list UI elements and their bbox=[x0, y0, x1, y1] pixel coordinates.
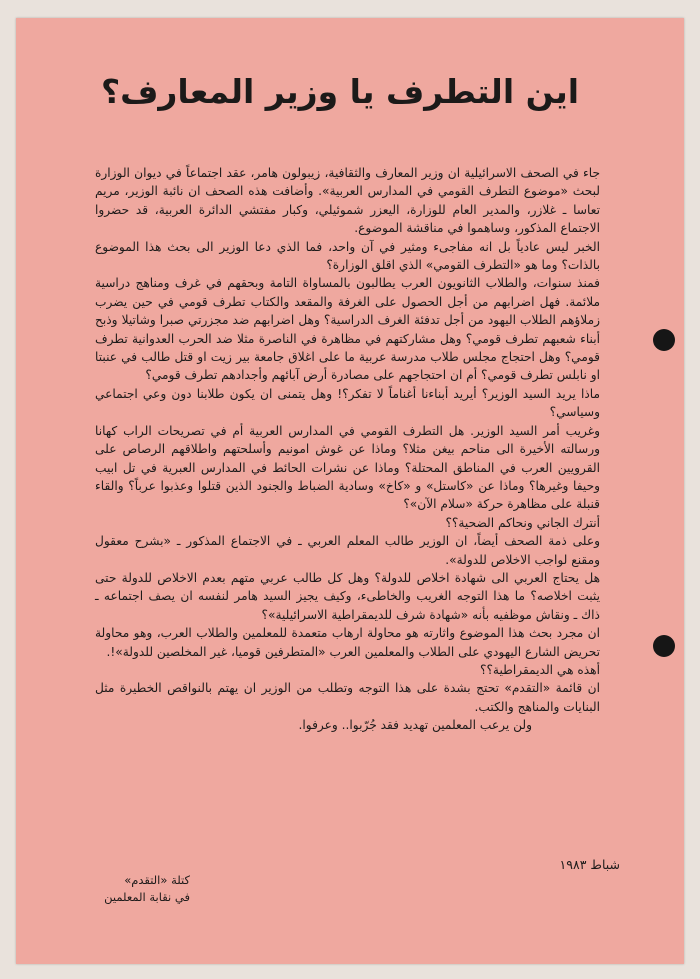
paragraph: ماذا يريد السيد الوزير؟ أيريد أبناءنا أغناماً لا تفكر؟! وهل يتمنى ان يكون طلابنا دون وعي اجتماعي وسياسي؟ bbox=[95, 386, 600, 420]
paragraph: ان قائمة «التقدم» تحتج بشدة على هذا التوجه وتطلب من الوزير ان يهتم بالنواقص الخطيرة مثل البنايات والمناهج والكتب. bbox=[95, 681, 600, 714]
paragraph: أنترك الجاني ونحاكم الضحية؟؟ bbox=[445, 515, 600, 530]
paragraph: هل يحتاج العربي الى شهادة اخلاص للدولة؟ وهل كل طالب عربي متهم بعدم الاخلاص للدولة حتى يثبت اخلاصه؟ ما هذا التوجه الغريب والخاطىء، وكيف يجيز السيد هامر لنفسه ان يصف اجتماعه ـ ذاك ـ ونقاش موظفيه بأنه «شهادة شرف للديمقراطية الاسرائيلية»؟ bbox=[95, 570, 600, 622]
signature-line: في نقابة المعلمين bbox=[104, 890, 190, 904]
paragraph: الخبر ليس عادياً بل انه مفاجىء ومثير في آن واحد، فما الذي دعا الوزير الى بحث هذا الموضوع بالذات؟ وما هو «التطرف القومي» الذي اقلق الوزارة؟ bbox=[95, 239, 600, 273]
paragraph: ان مجرد بحث هذا الموضوع واثارته هو محاولة ارهاب متعمدة للمعلمين والطلاب العرب، وهو محاولة تحريض الشارع اليهودي على الطلاب والمعلمين العرب «المتطرفين قوميا، غير المخلصين للدولة»!. bbox=[95, 626, 600, 659]
paragraph: وغريب أمر السيد الوزير. هل التطرف القومي في المدارس العربية أم في تصريحات الراب كهانا ورسالته الأخيرة الى مناحم بيغن مثلا؟ وماذا عن غوش امونيم وأسلحتهم واطلاقهم الرصاص على القرويين العرب في المناطق المحتلة؟ وماذا عن نشرات الحائط في المدارس العبرية في تل ابيب وحيفا وغيرها؟ وماذا عن «كاستل» و «كاخ» وسادية الضباط والجنود الذين قتلوا وعذبوا عرباً؟ والقاء قنبلة على مظاهرة حركة «سلام الآن»؟ bbox=[95, 423, 600, 512]
paragraph: جاء في الصحف الاسرائيلية ان وزير المعارف والثقافية، زيبولون هامر، عقد اجتماعاً في ديوان الوزارة لبحث «موضوع التطرف القومي في المدارس العربية». وأضافت هذه الصحف ان نائبة الوزير، مريم تعاسا ـ غلازر، والمدير العام للوزارة، اليعزر شموئيلي، وكبار مفتشي الدائرة العربية، قد حضروا الاجتماع المذكور، وساهموا في مناقشة الموضوع. bbox=[95, 166, 600, 236]
signature-line: كتلة «التقدم» bbox=[124, 873, 190, 887]
paragraph: وعلى ذمة الصحف أيضاً، ان الوزير طالب المعلم العربي ـ في الاجتماع المذكور ـ «بشرح معقول ومقنع لواجب الاخلاص للدولة». bbox=[95, 534, 600, 567]
paragraph: أهذه هي الديمقراطية؟؟ bbox=[480, 662, 600, 677]
paragraph: فمنذ سنوات، والطلاب الثانويون العرب يطالبون بالمساواة التامة وبحقهم في غرف ومناهج دراسية ملائمة. فهل اضرابهم من أجل الحصول على الغرفة والمقعد والكتاب تطرف قومي في حين يضرب زملاؤهم الطلاب اليهود من أجل تدفئة الغرف الدراسية؟ وهل اضرابهم ضد مجزرتي صبرا وشاتيلا وذبح أبناء شعبهم تطرف قومي؟ وهل مشاركتهم في مظاهرة في الناصرة مثلا ضد الحرب العدوانية تطرف قومي؟ وهل احتجاج مجلس طلاب مدرسة عربية ما على اغلاق جامعة بير زيت او قتل طالب في عنبتا او نابلس تطرف قومي؟ أم ان احتجاجهم على مصادرة أرض آبائهم وأجدادهم تطرف قومي؟ bbox=[95, 276, 600, 383]
signature-block bbox=[70, 872, 190, 906]
punch-hole bbox=[653, 329, 675, 351]
punch-hole bbox=[653, 635, 675, 657]
document-date: شباط ١٩٨٣ bbox=[559, 857, 620, 872]
document-body bbox=[95, 164, 610, 735]
closing-line: ولن يرعب المعلمين تهديد فقد جُرّبوا.. وعرفوا. bbox=[298, 718, 532, 733]
document-title: اين التطرف يا وزير المعارف؟ bbox=[100, 72, 580, 111]
